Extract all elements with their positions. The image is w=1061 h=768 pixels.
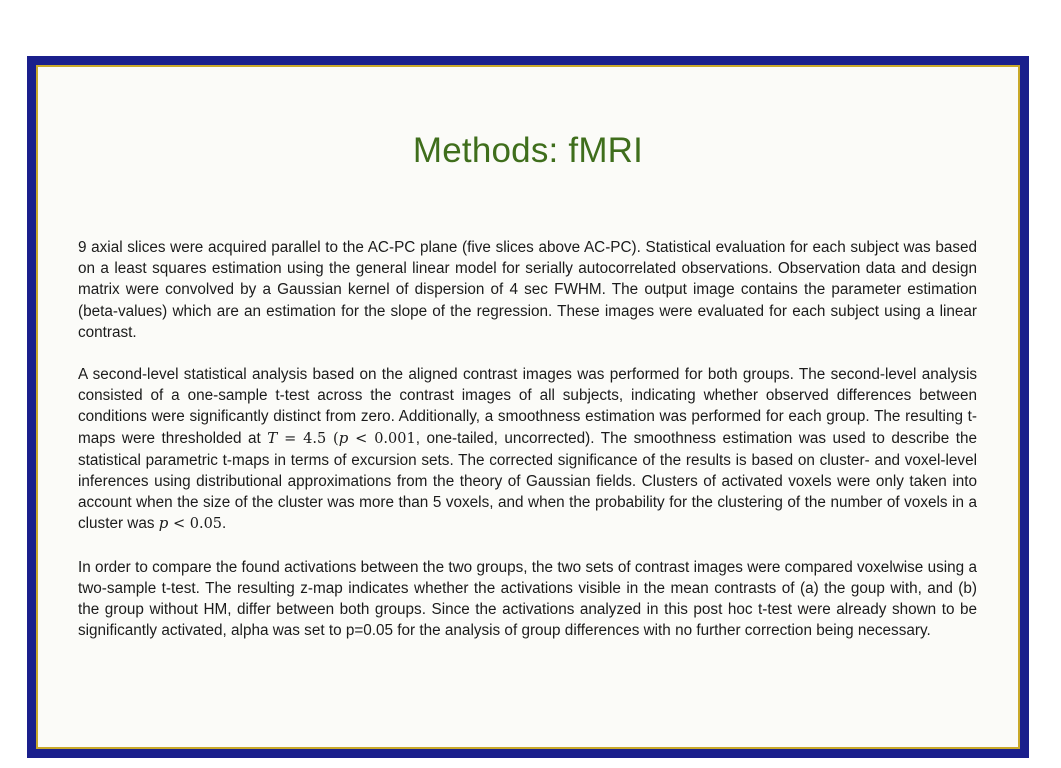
p-variable: p: [158, 514, 169, 533]
slide-body: [78, 237, 977, 662]
p-threshold: < 0.05: [168, 516, 223, 533]
paragraph-text: A second-level statistical analysis based on the aligned contrast images was performed for both groups. The second-level analysis consisted of a one-sample t-test across the contrast images of all subjects, indicating whether observed differences between conditions were significantly distinct from zero. Additionally, a smoothness estimation was performed for each group. The resulting t-maps were thresholded at: [78, 366, 977, 447]
paragraph-text: , one-tailed, uncorrected). The smoothness estimation was used to describe the statistical parametric t-maps in terms of excursion sets. The corrected significance of the results is based on cluster- and voxel-level inferences using distributional approximations from the theory of Gaussian fields. Clusters of activated voxels were only taken into account when the size of the cluster was more than 5 voxels, and when the probability for the clustering of the number of voxels in a cluster was: [78, 429, 977, 533]
paragraph-group-comparison: In order to compare the found activations between the two groups, the two sets of contrast images were compared voxelwise using a two-sample t-test. The resulting z-map indicates whether the activations visible in the mean contrasts of (a) the goup with, and (b) the group without HM, differ between both groups. Since the activations analyzed in this post hoc t-test were already shown to be significantly activated, alpha was set to p=0.05 for the analysis of group differences with no further correction being necessary.: [78, 558, 977, 640]
threshold-value: = 4.5 (: [277, 430, 339, 447]
p-threshold: < 0.001: [348, 430, 416, 447]
p-variable: p: [338, 428, 349, 447]
paragraph-text: .: [222, 515, 227, 533]
slide-frame: [27, 56, 1029, 758]
paragraph-data-acquisition: 9 axial slices were acquired parallel to the AC-PC plane (five slices above AC-PC). Statistical evaluation for each subject was based on a least squares estimation using the general linear model for serially autocorrelated observations. Observation data and design matrix were convolved by a Gaussian kernel of dispersion of 4 sec FWHM. The output image contains the parameter estimation (beta-values) which are an estimation for the slope of the regression. These images were evaluated for each subject using a linear contrast.: [78, 239, 977, 341]
slide-title: Methods: fMRI: [412, 131, 644, 170]
threshold-variable: T: [267, 428, 278, 447]
paragraph-second-level-analysis: [78, 364, 977, 536]
